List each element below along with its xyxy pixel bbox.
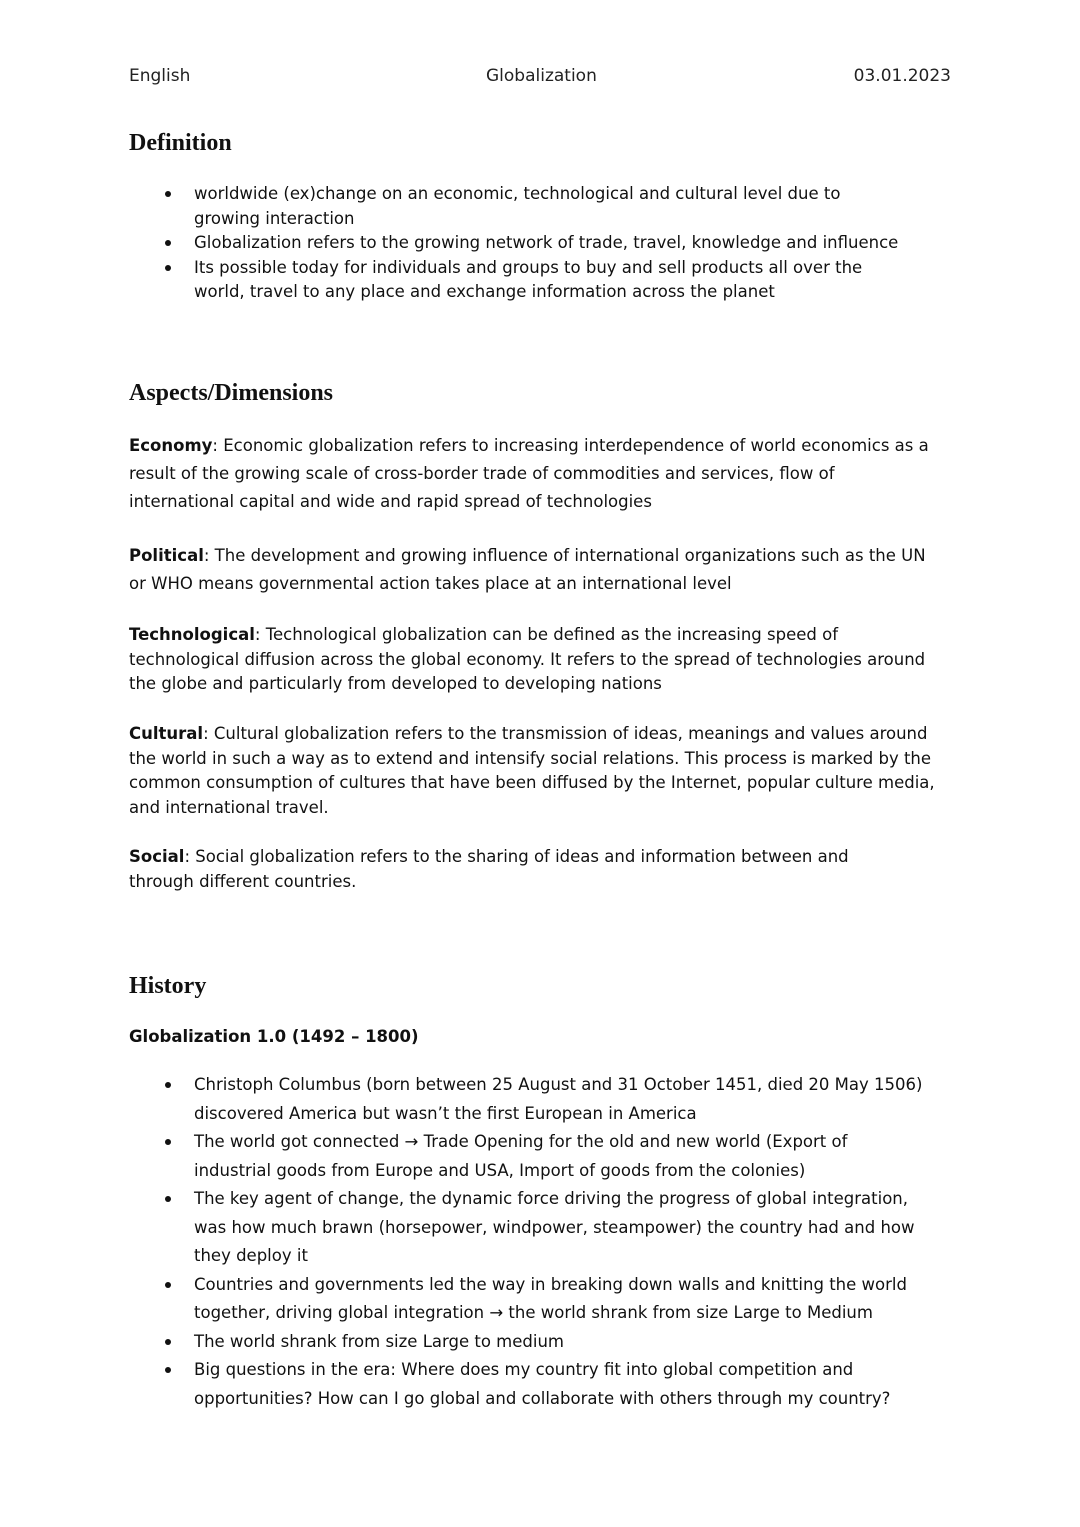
page-header xyxy=(129,66,951,88)
aspect-label: Economy xyxy=(129,436,213,455)
aspects-heading: Aspects/Dimensions xyxy=(129,380,334,406)
list-item: worldwide (ex)change on an economic, technological and cultural level due to growing interaction xyxy=(129,182,899,231)
aspect-label: Political xyxy=(129,546,204,565)
aspect-political xyxy=(129,542,929,598)
aspect-label: Social xyxy=(129,847,185,866)
aspect-text: : Economic globalization refers to increasing interdependence of world economics as a result of the growing scale of cross-border trade of commodities and services, flow of international capital and wide and rapid spread of technologies xyxy=(129,436,929,511)
aspect-text: : Social globalization refers to the sharing of ideas and information between and through different countries. xyxy=(129,847,849,891)
list-item: The world shrank from size Large to medium xyxy=(129,1328,929,1357)
aspect-label: Cultural xyxy=(129,724,204,743)
list-item: The key agent of change, the dynamic force driving the progress of global integration, was how much brawn (horsepower, windpower, steampower) the country had and how they deploy it xyxy=(129,1185,929,1271)
list-item: Its possible today for individuals and groups to buy and sell products all over the world, travel to any place and exchange information across the planet xyxy=(129,256,899,305)
history-list xyxy=(129,1071,929,1413)
history-subheading: Globalization 1.0 (1492 – 1800) xyxy=(129,1027,419,1046)
aspect-text: : Cultural globalization refers to the transmission of ideas, meanings and values around the world in such a way as to extend and intensify social relations. This process is marked by the common consumption of cultures that have been diffused by the Internet, popular culture media, and international travel. xyxy=(129,724,935,817)
list-item: Globalization refers to the growing network of trade, travel, knowledge and influence xyxy=(129,231,899,256)
list-item: Countries and governments led the way in breaking down walls and knitting the world together, driving global integration → the world shrank from size Large to Medium xyxy=(129,1271,929,1328)
aspect-social xyxy=(129,845,904,894)
list-item: Big questions in the era: Where does my country fit into global competition and opportunities? How can I go global and collaborate with others through my country? xyxy=(129,1356,929,1413)
aspect-text: : The development and growing influence of international organizations such as the UN or WHO means governmental action takes place at an international level xyxy=(129,546,926,593)
history-heading: History xyxy=(129,973,207,999)
list-item: The world got connected → Trade Opening for the old and new world (Export of industrial goods from Europe and USA, Import of goods from the colonies) xyxy=(129,1128,929,1185)
header-title: Globalization xyxy=(486,66,597,86)
aspect-technological xyxy=(129,623,929,697)
definition-list xyxy=(129,182,899,305)
header-date: 03.01.2023 xyxy=(853,66,951,86)
aspect-label: Technological xyxy=(129,625,255,644)
list-item: Christoph Columbus (born between 25 August and 31 October 1451, died 20 May 1506) discovered America but wasn’t the first European in America xyxy=(129,1071,929,1128)
definition-heading: Definition xyxy=(129,130,232,156)
header-subject: English xyxy=(129,66,191,86)
aspect-text: : Technological globalization can be defined as the increasing speed of technological diffusion across the global economy. It refers to the spread of technologies around the globe and particularly from developed to developing nations xyxy=(129,625,926,693)
aspect-cultural xyxy=(129,722,954,820)
aspect-economy xyxy=(129,432,934,516)
